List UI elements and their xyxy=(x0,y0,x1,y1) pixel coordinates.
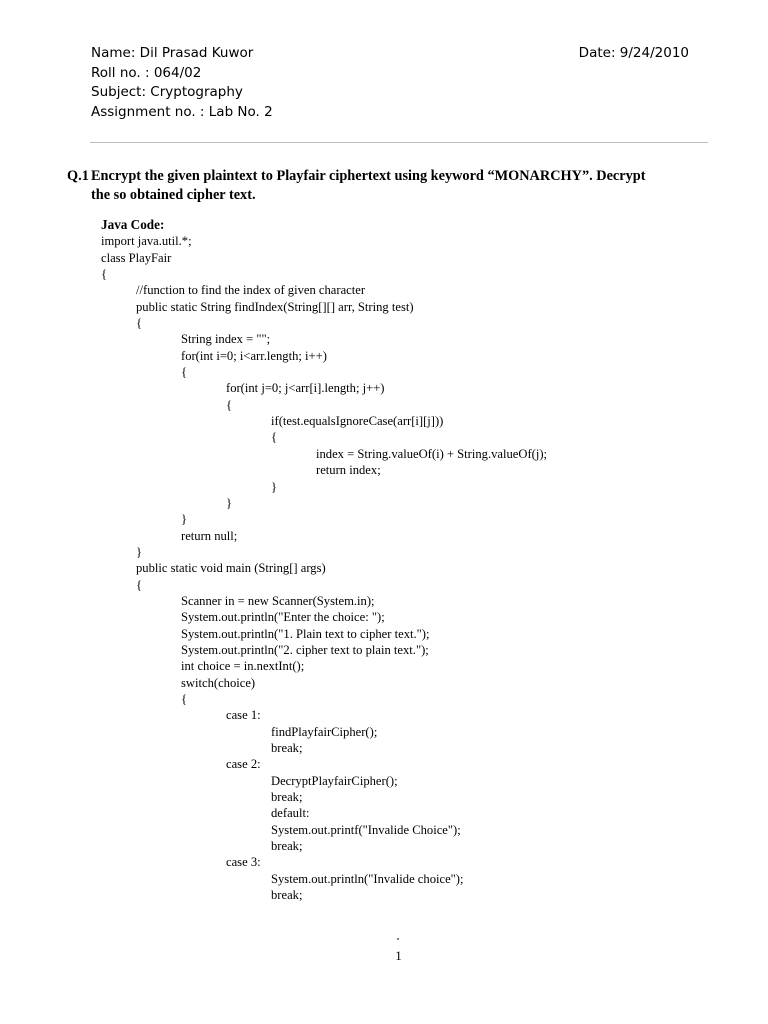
code-line: if(test.equalsIgnoreCase(arr[i][j])) xyxy=(271,414,444,429)
code-line: public static void main (String[] args) xyxy=(136,561,326,576)
code-title: Java Code: xyxy=(101,217,165,232)
document-header xyxy=(91,44,701,123)
code-line: { xyxy=(271,430,278,445)
code-line: System.out.println("1. Plain text to cipher text."); xyxy=(181,626,430,641)
code-line: { xyxy=(136,316,143,331)
code-line: class PlayFair xyxy=(101,250,172,265)
code-line: break; xyxy=(271,790,303,805)
code-line: DecryptPlayfairCipher(); xyxy=(271,773,398,788)
code-line: for(int j=0; j<arr[i].length; j++) xyxy=(226,381,385,396)
student-name: Name: Dil Prasad Kuwor xyxy=(91,45,254,61)
code-line: int choice = in.nextInt(); xyxy=(181,659,305,674)
code-line: { xyxy=(136,577,143,592)
code-line: } xyxy=(136,544,143,559)
code-line: break; xyxy=(271,888,303,903)
code-line: return index; xyxy=(316,463,381,478)
question xyxy=(67,167,727,205)
code-line: } xyxy=(271,479,278,494)
code-line: String index = ""; xyxy=(181,332,271,347)
code-line: default: xyxy=(271,806,310,821)
code-line: { xyxy=(101,267,108,282)
code-line: System.out.println("Enter the choice: "); xyxy=(181,610,385,625)
code-block xyxy=(101,217,547,903)
code-line: case 3: xyxy=(226,855,261,870)
code-line: case 1: xyxy=(226,708,261,723)
subject: Subject: Cryptography xyxy=(91,84,243,101)
code-line: switch(choice) xyxy=(181,675,256,690)
code-line: break; xyxy=(271,839,303,854)
question-number: Q.1 xyxy=(67,168,89,184)
code-line: for(int i=0; i<arr.length; i++) xyxy=(181,348,327,363)
roll-number: Roll no. : 064/02 xyxy=(91,64,202,81)
page-number: 1 xyxy=(395,948,402,963)
code-line: findPlayfairCipher(); xyxy=(271,724,378,739)
code-line: { xyxy=(226,397,233,412)
code-line: return null; xyxy=(181,528,238,543)
footer-dot xyxy=(397,938,399,940)
question-text-1: Encrypt the given plaintext to Playfair ciphertext using keyword “MONARCHY”. Decrypt xyxy=(91,168,646,184)
code-line: Scanner in = new Scanner(System.in); xyxy=(181,593,375,608)
code-line: { xyxy=(181,365,188,380)
code-line: System.out.println("2. cipher text to plain text."); xyxy=(181,642,429,657)
code-line: break; xyxy=(271,741,303,755)
code-line: System.out.println("Invalide choice"); xyxy=(271,871,464,886)
question-line-1 xyxy=(67,167,727,186)
code-line: } xyxy=(226,495,233,510)
code-line: } xyxy=(181,512,188,527)
code-comment: //function to find the index of given character xyxy=(136,283,366,298)
date: Date: 9/24/2010 xyxy=(578,45,689,61)
assignment-number: Assignment no. : Lab No. 2 xyxy=(91,104,273,121)
code-line: { xyxy=(181,691,188,706)
code-line: import java.util.*; xyxy=(101,234,192,249)
code-line: index = String.valueOf(i) + String.valueOf(j); xyxy=(316,446,548,461)
code-line: case 2: xyxy=(226,757,261,772)
code-line: public static String findIndex(String[][] arr, String test) xyxy=(136,299,414,314)
code-line: System.out.printf("Invalide Choice"); xyxy=(271,822,461,837)
header-divider xyxy=(90,142,708,143)
question-text-2: the so obtained cipher text. xyxy=(91,187,256,203)
